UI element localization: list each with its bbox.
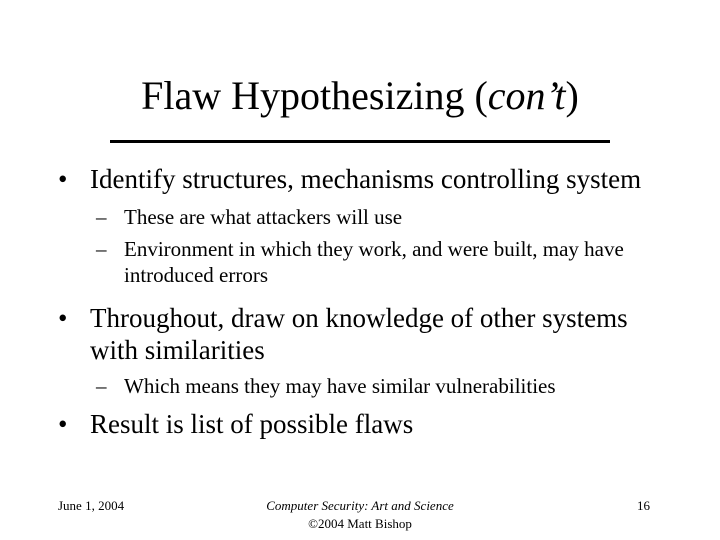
bullet-3 [58, 408, 698, 440]
bullet-text: Result is list of possible flaws [90, 409, 414, 439]
bullet-icon: • [58, 409, 68, 439]
sub-bullet-1-1 [96, 204, 676, 230]
dash-icon: – [96, 205, 107, 229]
footer-page-number: 16 [637, 498, 650, 513]
bullet-icon: • [58, 303, 68, 333]
footer-course: Computer Security: Art and Science [266, 498, 454, 513]
sub-bullet-1-2 [96, 236, 656, 288]
sub-bullet-text: Which means they may have similar vulnerabilities [124, 374, 556, 398]
sub-bullet-2-1 [96, 373, 676, 399]
bullet-1 [58, 163, 698, 195]
bullet-2 [58, 302, 678, 366]
dash-icon: – [96, 374, 107, 398]
bullet-text: Identify structures, mechanisms controlling system [90, 164, 642, 194]
footer-date: June 1, 2004 [58, 498, 125, 513]
sub-bullet-text: Environment in which they work, and were built, may have introduced errors [124, 237, 624, 287]
title-divider [110, 140, 610, 143]
footer-center [0, 497, 720, 533]
bullet-icon: • [58, 164, 68, 194]
bullet-text: Throughout, draw on knowledge of other systems with similarities [90, 303, 628, 365]
title-italic: con’t [487, 73, 566, 118]
title-text: Flaw Hypothesizing ( [141, 73, 488, 118]
sub-bullet-text: These are what attackers will use [124, 205, 403, 229]
dash-icon: – [96, 237, 107, 261]
footer-copyright: ©2004 Matt Bishop [308, 516, 412, 531]
slide-title [0, 72, 720, 120]
title-suffix: ) [565, 73, 579, 118]
